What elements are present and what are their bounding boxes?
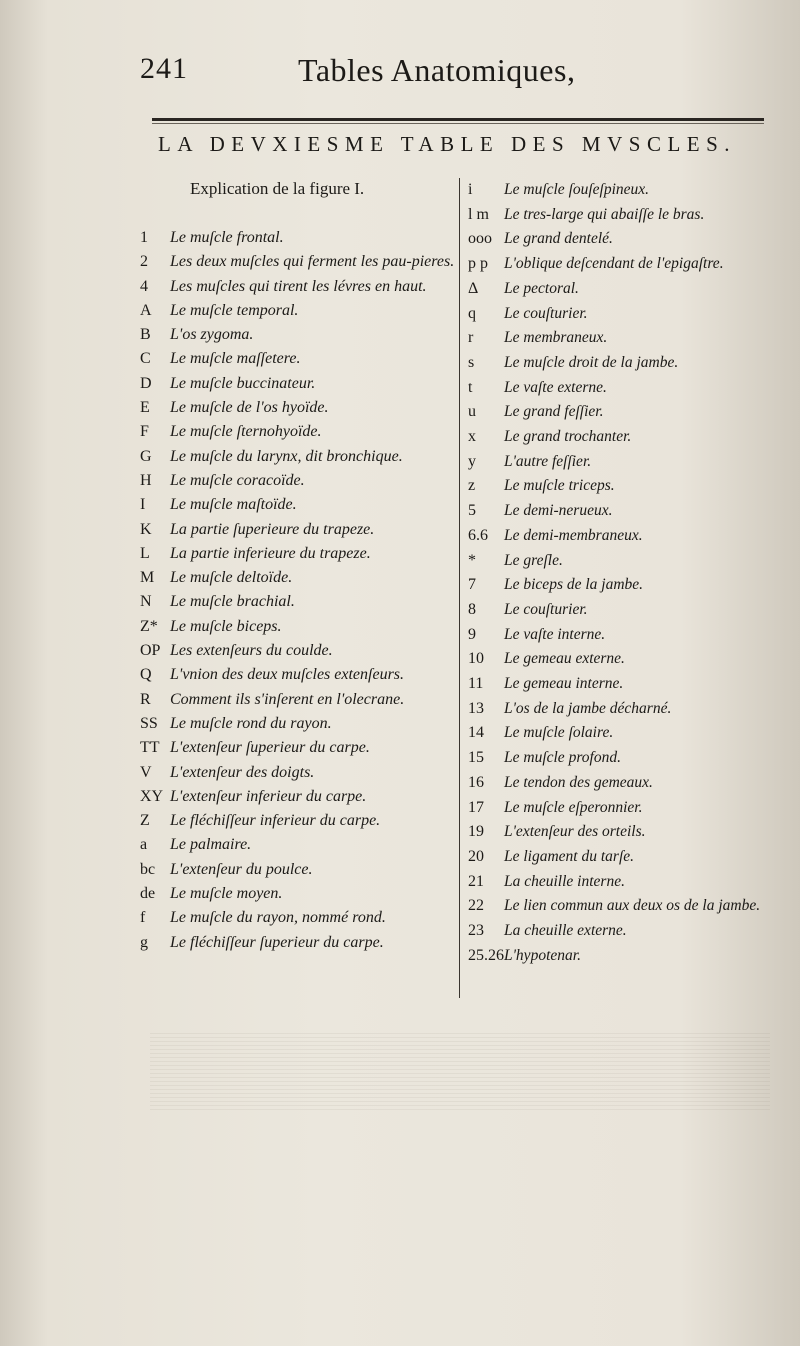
entry-text: Le demi-nerueux. [504, 502, 613, 520]
entry-key: de [140, 885, 156, 903]
entry-text: Le vaſte externe. [504, 378, 607, 396]
legend-entry [140, 226, 458, 250]
legend-entry [140, 299, 458, 323]
entry-text: Le muſcle du rayon, nommé rond. [170, 909, 386, 927]
legend-entry [468, 499, 788, 524]
legend-entry [468, 474, 788, 499]
legend-entry [468, 400, 788, 425]
entry-key: 19 [468, 823, 484, 841]
entry-key: Δ [468, 279, 479, 297]
legend-entry [140, 931, 458, 955]
header-rule-thin [152, 123, 764, 124]
legend-entry [468, 203, 788, 228]
entry-key: R [140, 690, 151, 708]
entry-text: Le tres-large qui abaiſſe le bras. [504, 205, 705, 223]
entry-key: g [140, 933, 148, 951]
entry-text: Le couſturier. [504, 304, 588, 322]
entry-key: B [140, 326, 151, 344]
entry-key: r [468, 329, 474, 347]
entry-key: 20 [468, 847, 484, 865]
legend-entry [140, 469, 458, 493]
entry-text: Le muſcle ſolaire. [504, 724, 614, 742]
entry-key: K [140, 520, 152, 538]
entry-key: TT [140, 739, 160, 757]
figure-caption: Explication de la figure I. [190, 179, 365, 198]
legend-entry [140, 882, 458, 906]
right-entry-list [468, 178, 788, 969]
legend-entry [468, 573, 788, 598]
entry-key: 17 [468, 798, 484, 816]
entry-key: 23 [468, 922, 484, 940]
entry-key: 6.6 [468, 526, 488, 544]
legend-entry [468, 450, 788, 475]
left-entry-list [140, 226, 458, 955]
legend-entry [140, 858, 458, 882]
legend-entry [468, 302, 788, 327]
entry-key: M [140, 569, 155, 587]
entry-key: C [140, 350, 151, 368]
legend-entry [468, 721, 788, 746]
entry-key: I [140, 496, 146, 514]
legend-entry [468, 894, 788, 919]
legend-entry [468, 598, 788, 623]
legend-entry [468, 796, 788, 821]
entry-text: Le couſturier. [504, 600, 588, 618]
entry-text: L'extenſeur du poulce. [170, 860, 313, 878]
table-title: LA DEVXIESME TABLE DES MVSCLES. [158, 132, 737, 156]
legend-entry [468, 746, 788, 771]
entry-key: D [140, 374, 152, 392]
entry-key: SS [140, 714, 158, 732]
left-column [140, 178, 458, 955]
entry-text: Le muſcle droit de la jambe. [504, 353, 679, 371]
entry-key: F [140, 423, 149, 441]
entry-key: t [468, 378, 473, 396]
entry-text: Le muſcle de l'os hyoïde. [170, 399, 329, 417]
entry-text: Le muſcle biceps. [170, 617, 282, 635]
entry-key: x [468, 428, 476, 446]
legend-entry [140, 590, 458, 614]
entry-key: L [140, 544, 150, 562]
legend-entry [468, 870, 788, 895]
entry-text: Le palmaire. [170, 836, 252, 854]
page-header [140, 52, 760, 102]
legend-entry [140, 518, 458, 542]
entry-key: bc [140, 860, 156, 878]
legend-entry [468, 252, 788, 277]
entry-text: Le tendon des gemeaux. [504, 773, 653, 791]
entry-key: N [140, 593, 152, 611]
legend-entry [468, 647, 788, 672]
entry-key: 25.26 [468, 946, 504, 964]
legend-entry [140, 833, 458, 857]
legend-entry [468, 376, 788, 401]
legend-entry [468, 845, 788, 870]
entry-text: L'oblique deſcendant de l'epigaſtre. [504, 255, 724, 273]
entry-text: Le fléchiſſeur ſuperieur du carpe. [170, 933, 384, 951]
entry-text: La cheuille externe. [504, 922, 627, 940]
entry-key: 4 [140, 277, 148, 295]
entry-text: L'extenſeur des orteils. [504, 823, 646, 841]
entry-text: Le ligament du tarſe. [504, 847, 635, 865]
entry-text: Le muſcle profond. [504, 749, 621, 767]
legend-entry [140, 372, 458, 396]
legend-entry [140, 809, 458, 833]
entry-text: Le muſcle ſternohyoïde. [170, 423, 322, 441]
legend-entry [468, 771, 788, 796]
legend-entry [140, 396, 458, 420]
entry-key: 7 [468, 576, 476, 594]
entry-key: XY [140, 787, 164, 805]
entry-text: L'extenſeur ſuperieur du carpe. [170, 739, 370, 757]
entry-text: Le muſcle rond du rayon. [170, 714, 332, 732]
entry-text: Le vaſte interne. [504, 625, 606, 643]
entry-key: p p [468, 255, 488, 273]
entry-key: 5 [468, 502, 476, 520]
legend-entry [140, 761, 458, 785]
entry-text: L'hypotenar. [504, 946, 581, 964]
entry-text: Le muſcle du larynx, dit bronchique. [170, 447, 403, 465]
entry-key: E [140, 399, 150, 417]
entry-text: Le grand feſſier. [504, 403, 604, 421]
entry-text: Les deux muſcles qui ferment les pau-pieres. [170, 253, 455, 271]
entry-text: Le grand trochanter. [504, 428, 632, 446]
entry-text: Le biceps de la jambe. [504, 576, 644, 594]
entry-text: Le membraneux. [504, 329, 608, 347]
entry-key: 21 [468, 872, 484, 890]
legend-entry [140, 712, 458, 736]
entry-key: G [140, 447, 152, 465]
entry-key: q [468, 304, 476, 322]
entry-text: La partie inferieure du trapeze. [170, 544, 371, 562]
entry-key: 9 [468, 625, 476, 643]
entry-key: Z [140, 812, 150, 830]
entry-key: OP [140, 642, 161, 660]
legend-entry [468, 549, 788, 574]
legend-entry [468, 944, 788, 969]
entry-text: Le muſcle triceps. [504, 477, 615, 495]
legend-entry [140, 420, 458, 444]
legend-entry [468, 524, 788, 549]
running-title: Tables Anatomiques, [298, 52, 576, 88]
header-rule [152, 118, 764, 121]
legend-entry [140, 250, 458, 274]
entry-key: 13 [468, 699, 484, 717]
entry-text: L'os de la jambe décharné. [504, 699, 672, 717]
entry-text: Le gemeau externe. [504, 650, 625, 668]
entry-key: 1 [140, 229, 148, 246]
entry-text: L'extenſeur des doigts. [170, 763, 315, 781]
legend-entry [468, 326, 788, 351]
entry-text: La cheuille interne. [504, 872, 625, 890]
page-bottom-show-through [150, 1030, 770, 1110]
legend-entry [140, 566, 458, 590]
entry-text: Le muſcle buccinateur. [170, 374, 316, 392]
legend-entry [468, 425, 788, 450]
legend-entry [468, 919, 788, 944]
entry-text: L'autre feſſier. [504, 452, 592, 470]
legend-entry [140, 736, 458, 760]
legend-entry [140, 639, 458, 663]
entry-text: L'extenſeur inferieur du carpe. [170, 787, 367, 805]
entry-text: Le muſcle maſtoïde. [170, 496, 297, 514]
legend-entry [140, 347, 458, 371]
entry-text: Le muſcle temporal. [170, 301, 299, 319]
entry-key: y [468, 452, 476, 470]
legend-entry [140, 275, 458, 299]
legend-entry [140, 663, 458, 687]
entry-text: Le muſcle brachial. [170, 593, 295, 611]
entry-text: Le muſcle frontal. [170, 229, 284, 246]
right-column [468, 178, 788, 969]
legend-entry [140, 445, 458, 469]
legend-entry [140, 688, 458, 712]
page-number: 241 [140, 52, 188, 85]
entry-text: Le fléchiſſeur inferieur du carpe. [170, 812, 381, 830]
entry-key: 16 [468, 773, 484, 791]
entry-key: a [140, 836, 148, 854]
entry-text: Le lien commun aux deux os de la jambe. [504, 897, 761, 915]
legend-entry [468, 277, 788, 302]
entry-text: Le muſcle maſſetere. [170, 350, 301, 368]
entry-text: Le gemeau interne. [504, 675, 624, 693]
entry-key: H [140, 471, 152, 489]
legend-entry [468, 351, 788, 376]
legend-entry [140, 785, 458, 809]
legend-entry [468, 697, 788, 722]
entry-key: * [468, 551, 476, 569]
entry-key: i [468, 181, 473, 198]
entry-text: Le greſle. [504, 551, 563, 569]
legend-entry [468, 227, 788, 252]
entry-key: f [140, 909, 146, 927]
entry-key: 2 [140, 253, 148, 271]
entry-text: Le muſcle moyen. [170, 885, 283, 903]
legend-entry [468, 178, 788, 203]
entry-key: s [468, 353, 475, 371]
legend-entry [140, 615, 458, 639]
entry-text: Le demi-membraneux. [504, 526, 643, 544]
entry-text: Les extenſeurs du coulde. [170, 642, 333, 660]
entry-key: l m [468, 205, 489, 223]
legend-entry [140, 323, 458, 347]
entry-text: L'os zygoma. [170, 326, 254, 344]
entry-text: Le muſcle coracoïde. [170, 471, 305, 489]
legend-entry [140, 906, 458, 930]
legend-entry [468, 672, 788, 697]
entry-text: Le muſcle deltoïde. [170, 569, 293, 587]
entry-key: 22 [468, 897, 484, 915]
entry-text: Le muſcle ſouſeſpineux. [504, 181, 650, 198]
entry-key: u [468, 403, 476, 421]
entry-key: Z* [140, 617, 158, 635]
column-divider [459, 178, 460, 998]
entry-text: Comment ils s'inſerent en l'olecrane. [170, 690, 405, 708]
legend-entry [140, 493, 458, 517]
entry-key: Q [140, 666, 152, 684]
legend-entry [468, 623, 788, 648]
entry-key: 10 [468, 650, 484, 668]
entry-text: Les muſcles qui tirent les lévres en haut. [170, 277, 427, 295]
legend-entry [140, 542, 458, 566]
entry-key: V [140, 763, 152, 781]
entry-text: Le pectoral. [504, 279, 579, 297]
entry-key: z [468, 477, 476, 495]
entry-key: 8 [468, 600, 476, 618]
entry-text: Le grand dentelé. [504, 230, 613, 248]
entry-key: A [140, 301, 152, 319]
entry-text: La partie ſuperieure du trapeze. [170, 520, 375, 538]
entry-key: 11 [468, 675, 484, 693]
entry-key: 14 [468, 724, 484, 742]
entry-text: Le muſcle eſperonnier. [504, 798, 643, 816]
entry-key: ooo [468, 230, 492, 248]
entry-key: 15 [468, 749, 484, 767]
entry-text: L'vnion des deux muſcles extenſeurs. [170, 666, 405, 684]
legend-entry [468, 820, 788, 845]
